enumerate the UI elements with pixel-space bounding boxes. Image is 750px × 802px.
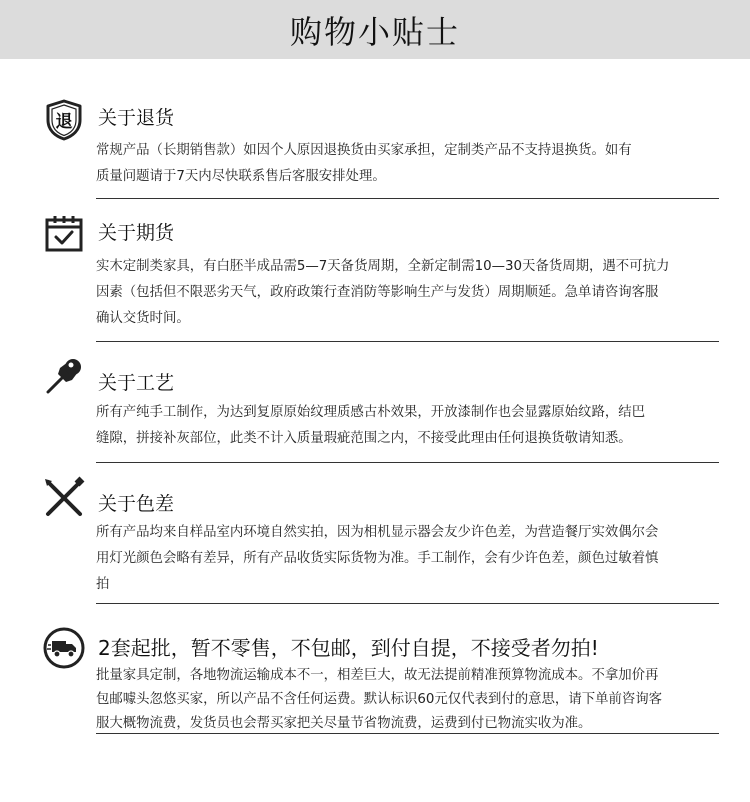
body-line: 因素（包括但不限恶劣天气，政府政策行查消防等影响生产与发货）周期顺延。急单请咨询客服 [96,285,659,300]
section-divider [96,462,719,463]
svg-text:退: 退 [55,112,73,132]
pencil-brush-cross-icon [42,476,86,520]
body-line: 缝隙，拼接补灰部位，此类不计入质量瑕疵范围之内，不接受此理由任何退换货敬请知悉。 [96,431,632,446]
body-line: 确认交货时间。 [96,311,190,326]
section-divider [96,341,719,342]
body-line: 批量家具定制，各地物流运输成本不一，相差巨大，故无法提前精准预算物流成本。不拿加价再 [96,668,659,683]
body-line: 常规产品（长期销售款）如因个人原因退换货由买家承担，定制类产品不支持退换货。如有 [96,143,632,158]
page-header [0,0,750,59]
section-title: 2套起批，暂不零售，不包邮，到付自提，不接受者勿拍! [98,636,599,660]
section-body [96,254,718,332]
calendar-check-icon [42,212,86,256]
body-line: 所有产品均来自样品室内环境自然实拍，因为相机显示器会友少许色差，为营造餐厅实效偶尔会 [96,525,659,540]
return-shield-icon [42,98,86,142]
section-divider [96,198,719,199]
pushpin-icon [42,354,86,398]
section-body [96,664,718,736]
body-line: 拍 [96,577,110,592]
section-divider [96,603,719,604]
section-title: 关于期货 [98,222,175,244]
delivery-truck-icon [42,626,86,670]
section-title: 关于色差 [98,493,175,515]
section-divider [96,733,719,734]
section-body [96,520,718,598]
body-line: 服大概物流费，发货员也会帮买家把关尽量节省物流费，运费到付已物流实收为准。 [96,716,592,731]
section-body [96,138,718,190]
section-body [96,400,718,452]
body-line: 所有产纯手工制作，为达到复原原始纹理质感古朴效果，开放漆制作也会显露原始纹路，结巴 [96,405,646,420]
body-line: 质量问题请于7天内尽快联系售后客服安排处理。 [96,169,386,184]
page-title: 购物小贴士 [289,12,460,51]
body-line: 包邮噱头忽悠买家，所以产品不含任何运费。默认标识60元仅代表到付的意思，请下单前咨询客 [96,692,663,707]
section-title: 关于退货 [98,107,175,129]
body-line: 实木定制类家具，有白胚半成品需5—7天备货周期，全新定制需10—30天备货周期，遇不可抗力 [96,259,670,274]
body-line: 用灯光颜色会略有差异，所有产品收货实际货物为准。手工制作，会有少许色差，颜色过敏着慎 [96,551,659,566]
section-title: 关于工艺 [98,372,175,394]
